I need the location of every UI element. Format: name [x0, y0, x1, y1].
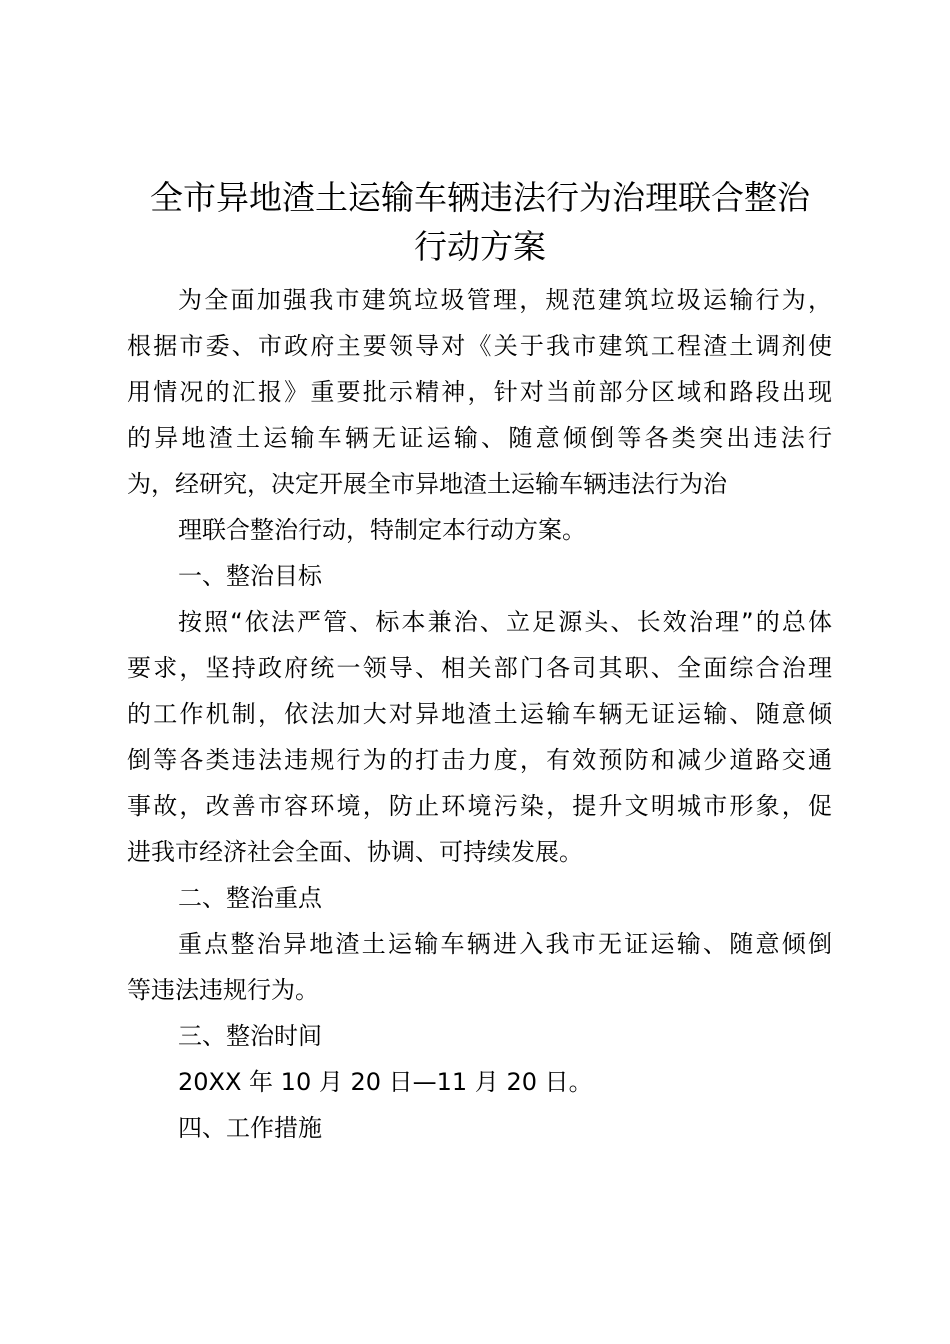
- intro-line-1: 为全面加强我市建筑垃圾管理，规范建筑垃圾运输行为，: [178, 286, 832, 314]
- intro-line-6: 理联合整治行动，特制定本行动方案。: [178, 516, 586, 544]
- section-2-line-1: 重点整治异地渣土运输车辆进入我市无证运输、随意倾倒: [178, 930, 832, 958]
- section-1-line-3: 的工作机制，依法加大对异地渣土运输车辆无证运输、随意倾: [127, 700, 832, 728]
- section-2-heading: 二、整治重点: [178, 884, 322, 912]
- section-1-line-5: 事故，改善市容环境，防止环境污染，提升文明城市形象，促: [127, 792, 832, 820]
- section-2-line-2: 等违法违规行为。: [127, 976, 319, 1004]
- intro-line-4: 的异地渣土运输车辆无证运输、随意倾倒等各类突出违法行: [127, 424, 832, 452]
- section-1-line-4: 倒等各类违法违规行为的打击力度，有效预防和减少道路交通: [127, 746, 832, 774]
- section-4-heading: 四、工作措施: [178, 1114, 322, 1142]
- section-3-heading: 三、整治时间: [178, 1022, 322, 1050]
- section-1-line-2: 要求，坚持政府统一领导、相关部门各司其职、全面综合治理: [127, 654, 832, 682]
- document-title-line-1: 全市异地渣土运输车辆违法行为治理联合整治: [150, 178, 810, 217]
- section-1-heading: 一、整治目标: [178, 562, 322, 590]
- intro-line-3: 用情况的汇报》重要批示精神，针对当前部分区域和路段出现: [127, 378, 832, 406]
- intro-line-5: 为，经研究，决定开展全市异地渣土运输车辆违法行为治: [127, 470, 727, 498]
- document-title-line-2: 行动方案: [414, 227, 546, 266]
- section-1-line-1: 按照“依法严管、标本兼治、立足源头、长效治理”的总体: [178, 608, 832, 636]
- section-1-line-6: 进我市经济社会全面、协调、可持续发展。: [127, 838, 583, 866]
- intro-line-2: 根据市委、市政府主要领导对《关于我市建筑工程渣土调剂使: [127, 332, 832, 360]
- section-3-line-1: 20XX 年 10 月 20 日—11 月 20 日。: [178, 1068, 593, 1096]
